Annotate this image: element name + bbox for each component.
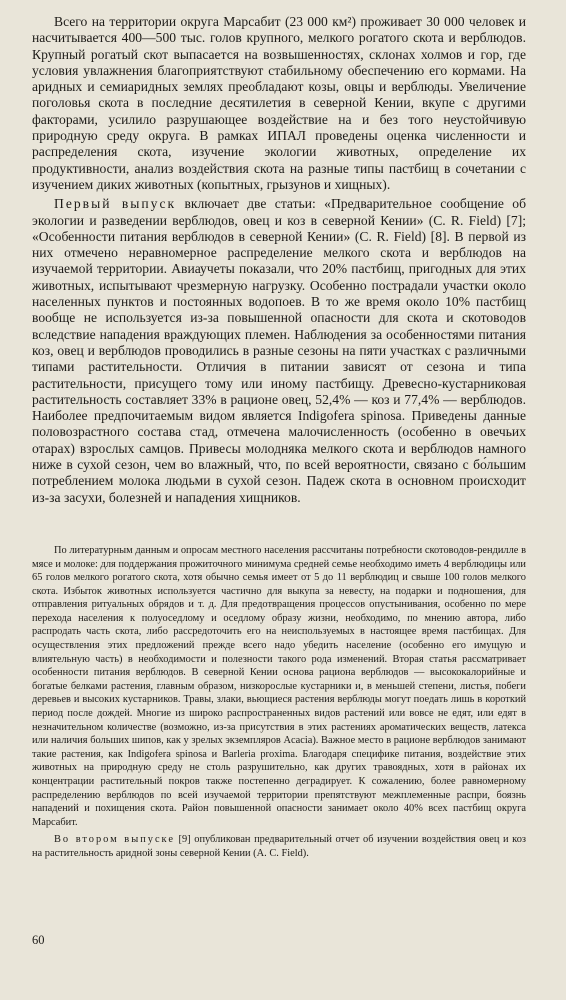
small-print-section (32, 544, 526, 861)
main-text (32, 14, 526, 506)
second-issue-lead: Во втором выпуске (54, 834, 175, 846)
paragraph-marsabit-livestock: Всего на территории округа Марсабит (23 000 км²) проживает 30 000 человек и насчитывается 400—500 тыс. голов крупного, мелкого рогатого скота и верблюдов. Крупный рогатый скот выпасается на возвышенностях, склонах холмов и гор, где условия увлажнения благоприятствуют стабильному обеспечению его кормами. На аридных и семиаридных землях преобладают козы, овцы и верблюды. Увеличение поголовья скота в последние десятилетия в северной Кении, вкупе с другими факторами, усилило разрушающее воздействие на и без того неустойчивую природную среду округа. В рамках ИПАЛ проведены оценка численности и распределения скота, изучение экологии животных, определение их продуктивности, анализ воздействия скота на разные типы пастбищ в сочетании с изучением диких животных (копытных, грызунов и хищных). (32, 14, 526, 192)
page-number: 60 (32, 933, 45, 947)
first-issue-text: включает две статьи: «Предварительное сообщение об экологии и разведении верблюдов, овец и коз в северной Кении» (C. R. Field) [7]; «Особенности питания верблюдов в северной Кении» (C. R. Field) [8]. В первой из них отмечено неравномерное распределение мелкого скота и верблюдов на изучаемой территории. Авиаучеты показали, что 20% пастбищ, пригодных для этих животных, испытывают чрезмерную нагрузку. Особенно пострадали участки около населенных пунктов и постоянных водопоев. В то же время около 10% пастбищ вообще не используется из-за повышенной опасности для скота и скотоводов вследствие нападения враждующих племен. Наблюдения за особенностями питания коз, овец и верблюдов проводились в разные сезоны на пяти участках с различными типами растительности. Отличия в питании зависят от сезона и типа растительности, присущего тому или иному пастбищу. Древесно-кустарниковая растительность составляет 33% в рационе овец, 52,4% — коз и 77,4% — верблюдов. Наиболее предпочитаемым видом является Indigofera spinosa. Приведены данные половозрастного состава стад, отмечена малочисленность (особенно в овечьих отарах) взрослых самцов. Привесы молодняка мелкого скота и верблюдов намного ниже в сухой сезон, чем во влажный, что, по всей вероятности, связано с бо́льшим потреблением молока людьми в сухой сезон. Падеж скота в основном происходит из-за засухи, болезней и нападения хищников. (32, 196, 526, 505)
paragraph-second-issue (32, 833, 526, 860)
paragraph-rendille-needs: По литературным данным и опросам местного населения рассчитаны потребности скотоводов-рендилле в мясе и молоке: для поддержания прожиточного минимума средней семье необходимо иметь 4 верблюдицы или 65 голов мелкого рогатого скота, хотя обычно семья имеет от 5 до 11 верблюдиц и свыше 100 голов мелкого скота. Избыток животных используется частично для выкупа за невесту, на подарки и подношения, для отправления ритуальных обрядов и т. д. Для предотвращения процессов опустынивания, особенно по мере перехода населения к полуоседлому и оседлому образу жизни, необходимо, по мнению автора, либо распродать часть скота, либо рассредоточить его на неиспользуемых в настоящее время пастбищах. Для осуществления этих предложений прежде всего надо убедить население (особенно его имущую и влиятельную часть) в необходимости и полезности такого рода изменений. Вторая статья рассматривает особенности питания верблюдов. В северной Кении основа рациона верблюдов — высококалорийные и богатые белками растения, главным образом, низкорослые кустарники и, в меньшей степени, листья, побеги деревьев и высоких кустарников. Травы, злаки, вьющиеся растения верблюды могут поедать лишь в короткий период после дождей. Многие из широко распространенных видов растений или вовсе не едят, или едят в незначительном количестве (возможно, из-за присутствия в этих растениях ароматических веществ, латекса или наличия больших шипов, как у зрелых экземпляров Acacia). Важное место в рационе верблюдов занимают такие растения, как Indigofera spinosa и Barleria proxima. Благодаря специфике питания, воздействие этих животных на природную среду не столь разрушительно, как других травоядных, хотя в районах их концентрации растительный покров также постепенно деградирует. К сожалению, более равномерному распределению верблюдов по всей изучаемой территории препятствуют межплеменные распри, боязнь нападений и похищения скота. Район повышенной опасности занимает около 40% всех пастбищ округа Марсабит. (32, 544, 526, 828)
second-issue-text: [9] опубликован предварительный отчет об изучении воздействия овец и коз на растительность аридной зоны северной Кении (A. C. Field). (32, 834, 526, 859)
paragraph-first-issue (32, 196, 526, 506)
first-issue-lead: Первый выпуск (54, 196, 177, 212)
